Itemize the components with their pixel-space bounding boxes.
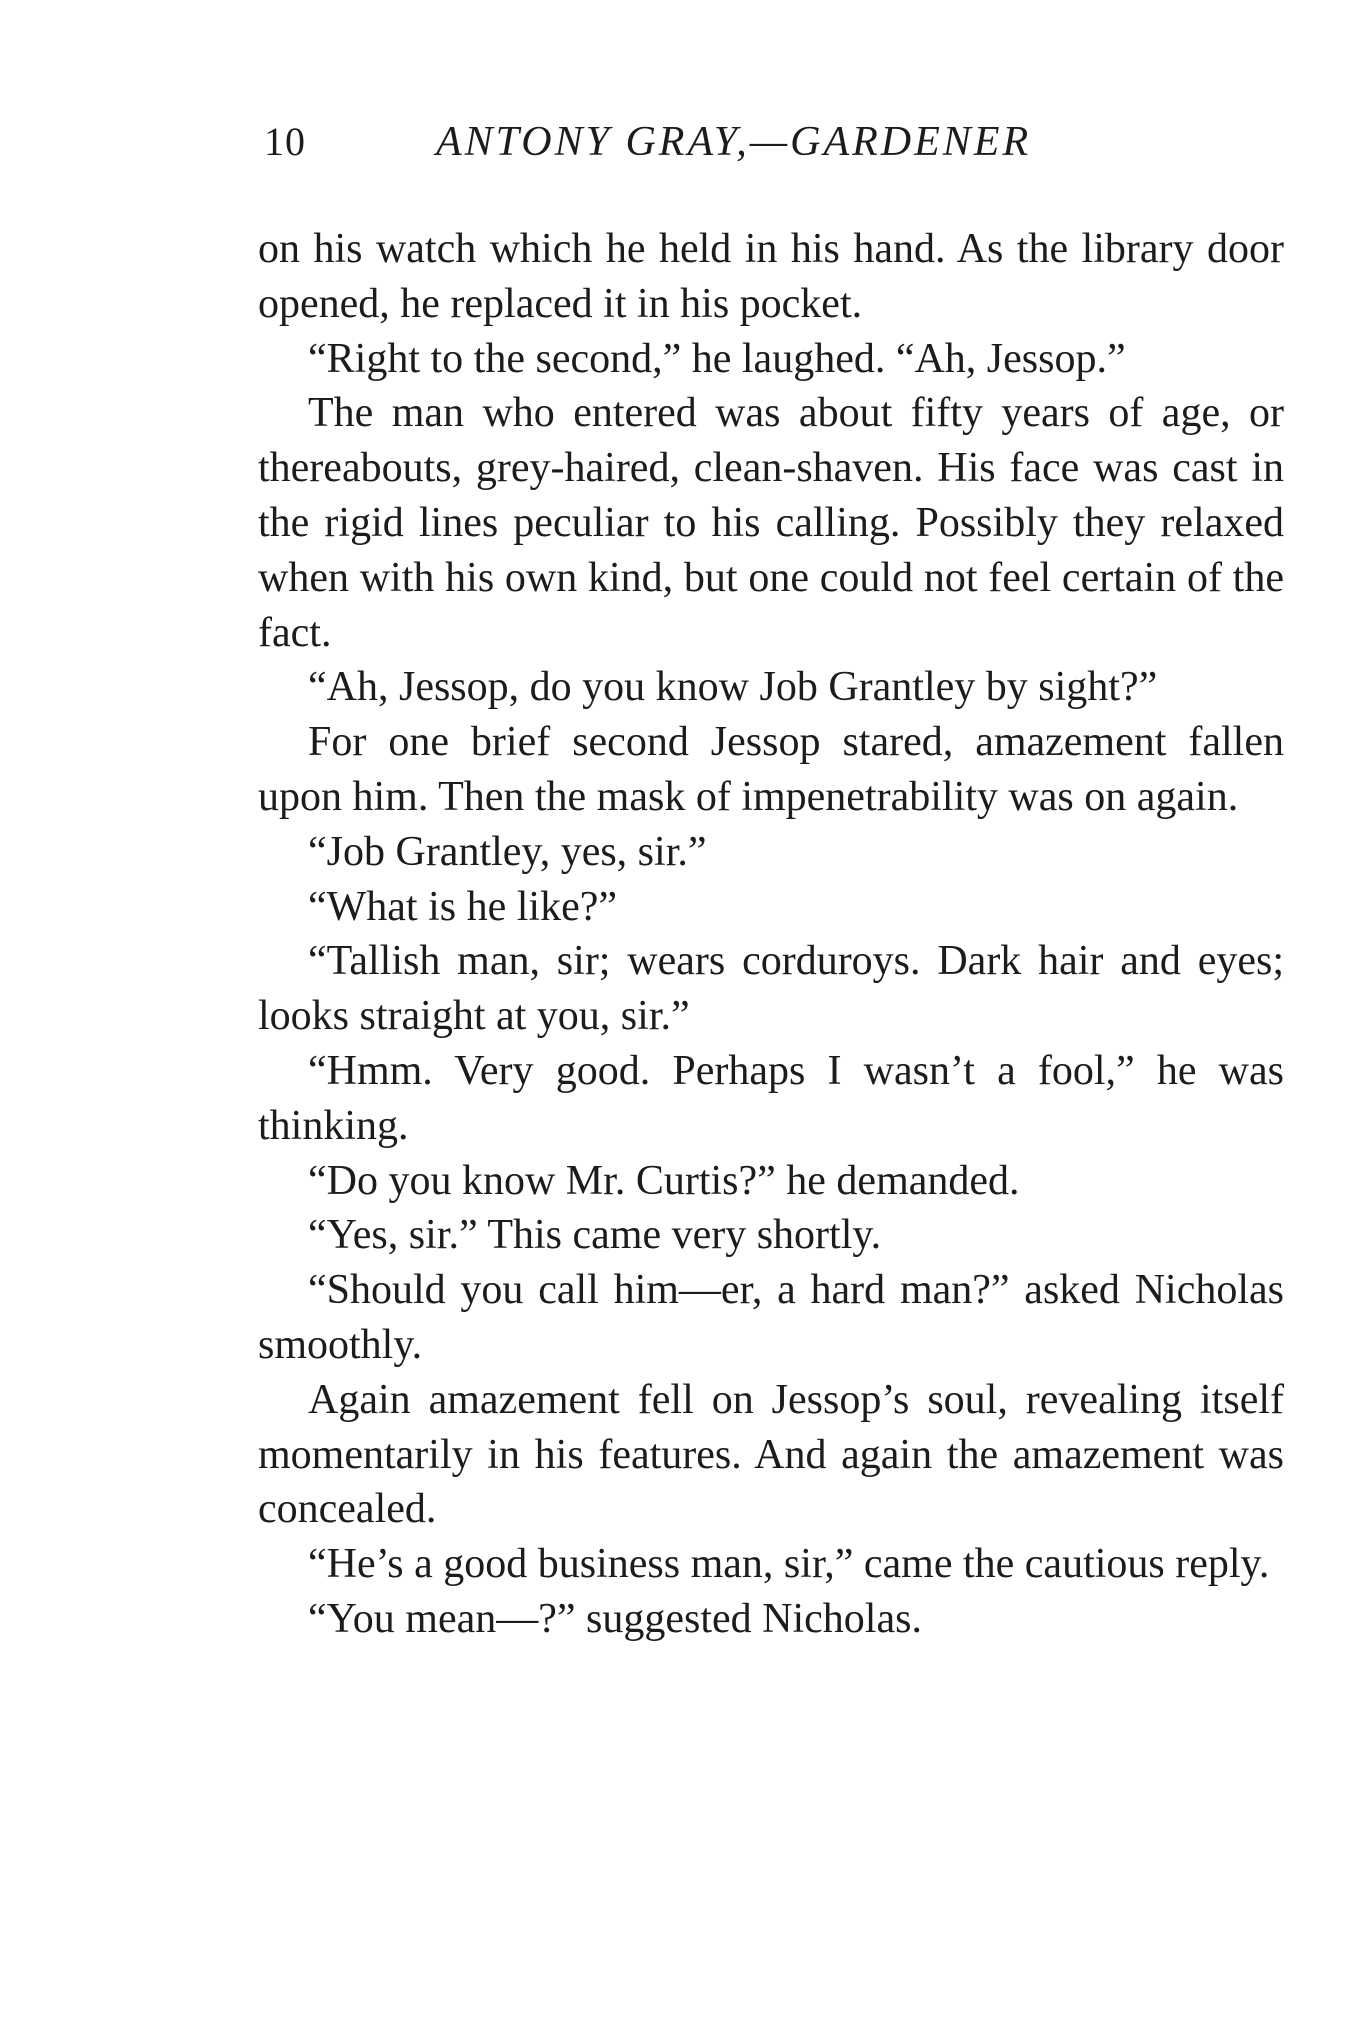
paragraph: “Job Grantley, yes, sir.” [308, 828, 707, 875]
paragraph: Again amazement fell on Jessop’s soul, revealing itself momentarily in his features. And again the amazement was concealed. [258, 1376, 1284, 1533]
paragraph: “Do you know Mr. Curtis?” he demanded. [308, 1157, 1020, 1204]
paragraph: “You mean—?” suggested Nicholas. [308, 1595, 922, 1642]
paragraph: The man who entered was about fifty years of age, or thereabouts, grey-haired, clean-shaven. His face was cast in the rigid lines peculiar to his calling. Possibly they relaxed when with his own kind, but one could not feel certain of the fact. [258, 390, 1284, 656]
paragraph: “Right to the second,” he laughed. “Ah, Jessop.” [308, 335, 1126, 382]
paragraph: on his watch which he held in his hand. As the library door opened, he replaced it in his pocket. [258, 226, 1284, 327]
paragraph: “Ah, Jessop, do you know Job Grantley by sight?” [308, 664, 1158, 711]
paragraph: “Tallish man, sir; wears corduroys. Dark hair and eyes; looks straight at you, sir.” [258, 938, 1284, 1040]
page-header [236, 118, 1276, 178]
running-title: ANTONY GRAY,—GARDENER [436, 119, 1032, 165]
paragraph: “Should you call him—er, a hard man?” asked Nicholas smoothly. [258, 1267, 1284, 1368]
paragraph: “What is he like?” [308, 883, 618, 930]
page-number: 10 [264, 119, 306, 164]
paragraph: “Yes, sir.” This came very shortly. [308, 1212, 882, 1259]
body-text [258, 222, 1284, 1647]
paragraph: For one brief second Jessop stared, amazement fallen upon him. Then the mask of impenetrability was on again. [258, 719, 1284, 820]
paragraph: “Hmm. Very good. Perhaps I wasn’t a fool,” he was thinking. [258, 1047, 1284, 1149]
paragraph: “He’s a good business man, sir,” came the cautious reply. [308, 1541, 1270, 1588]
